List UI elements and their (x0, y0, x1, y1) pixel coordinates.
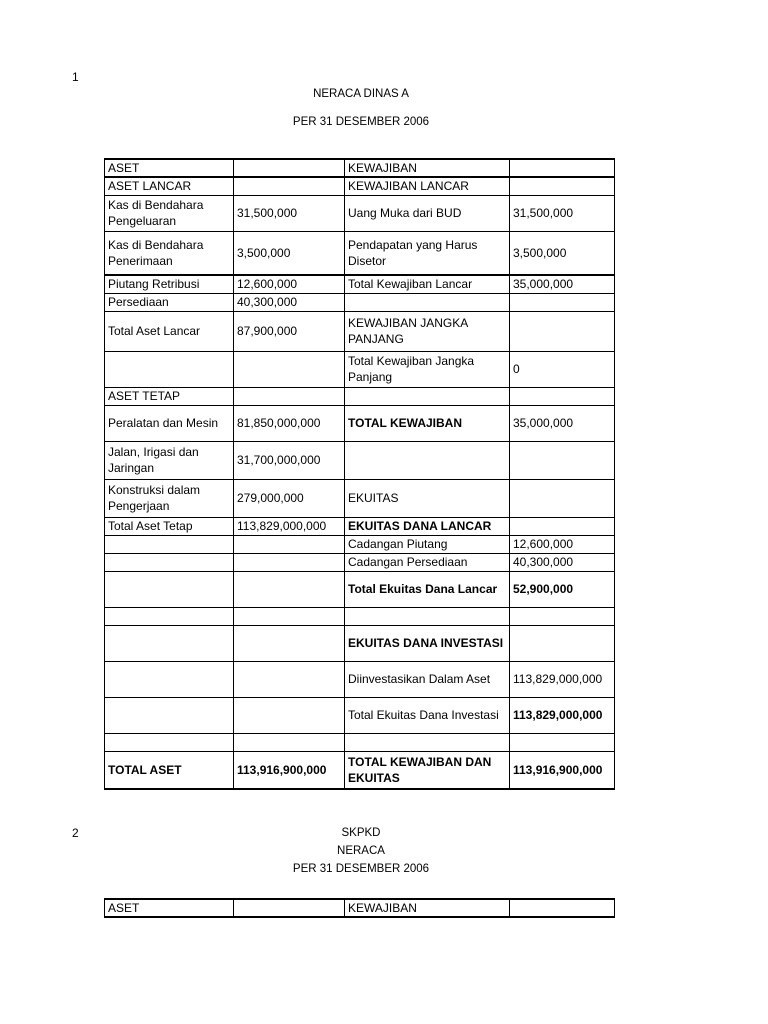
cell-a (105, 733, 234, 751)
table-row (105, 751, 615, 789)
table-row (105, 405, 615, 441)
cell-c: Total Ekuitas Dana Investasi (345, 697, 510, 733)
balance-sheet-entity-2: SKPKD (341, 827, 381, 839)
table-row (105, 517, 615, 535)
cell-b (234, 625, 345, 661)
cell-c: EKUITAS (345, 479, 510, 517)
cell-b: 31,700,000,000 (234, 441, 345, 479)
table-row (105, 571, 615, 607)
cell-c: EKUITAS DANA LANCAR (345, 517, 510, 535)
cell-b: 87,900,000 (234, 311, 345, 351)
table-row (105, 351, 615, 387)
cell-b (234, 553, 345, 571)
cell-d: 31,500,000 (510, 195, 615, 231)
cell-b: 31,500,000 (234, 195, 345, 231)
cell-b (234, 607, 345, 625)
cell-aset-value (234, 899, 345, 917)
cell-a: Piutang Retribusi (105, 275, 234, 293)
cell-a (105, 535, 234, 553)
cell-a (105, 607, 234, 625)
balance-sheet-table-2 (104, 898, 615, 918)
cell-b: 3,500,000 (234, 231, 345, 275)
cell-a: Total Aset Lancar (105, 311, 234, 351)
cell-d: 113,829,000,000 (510, 661, 615, 697)
cell-d: 113,916,900,000 (510, 751, 615, 789)
table-row (105, 661, 615, 697)
cell-d (510, 177, 615, 195)
cell-kewajiban-value (510, 899, 615, 917)
cell-d: 52,900,000 (510, 571, 615, 607)
table-row (105, 275, 615, 293)
cell-c: TOTAL KEWAJIBAN (345, 405, 510, 441)
cell-c (345, 387, 510, 405)
table-row (105, 159, 615, 177)
cell-c (345, 733, 510, 751)
cell-d: 35,000,000 (510, 405, 615, 441)
cell-d (510, 479, 615, 517)
cell-a: ASET LANCAR (105, 177, 234, 195)
table-row (105, 441, 615, 479)
cell-d: 12,600,000 (510, 535, 615, 553)
cell-b (234, 177, 345, 195)
table-row (105, 535, 615, 553)
cell-b (234, 733, 345, 751)
cell-d: 40,300,000 (510, 553, 615, 571)
section-number-2: 2 (72, 826, 79, 840)
cell-c: EKUITAS DANA INVESTASI (345, 625, 510, 661)
table-row (105, 607, 615, 625)
cell-c: TOTAL KEWAJIBAN DAN EKUITAS (345, 751, 510, 789)
table-row (105, 899, 615, 917)
balance-sheet-title-2: NERACA (337, 845, 385, 857)
cell-d: 113,829,000,000 (510, 697, 615, 733)
cell-a: ASET TETAP (105, 387, 234, 405)
cell-a (105, 697, 234, 733)
cell-d (510, 625, 615, 661)
cell-b: 279,000,000 (234, 479, 345, 517)
cell-a: Persediaan (105, 293, 234, 311)
cell-a (105, 661, 234, 697)
cell-c: Diinvestasikan Dalam Aset (345, 661, 510, 697)
cell-b (234, 387, 345, 405)
cell-a (105, 351, 234, 387)
cell-b (234, 661, 345, 697)
cell-a: Kas di Bendahara Pengeluaran (105, 195, 234, 231)
balance-sheet-title-1: NERACA DINAS A (313, 88, 409, 100)
cell-b: 113,916,900,000 (234, 751, 345, 789)
cell-c: Cadangan Persediaan (345, 553, 510, 571)
cell-c: Total Ekuitas Dana Lancar (345, 571, 510, 607)
cell-a (105, 571, 234, 607)
cell-a (105, 553, 234, 571)
table-row (105, 387, 615, 405)
cell-d: 35,000,000 (510, 275, 615, 293)
cell-d (510, 441, 615, 479)
cell-aset-header: ASET (105, 899, 234, 917)
cell-c (345, 607, 510, 625)
balance-sheet-date-2: PER 31 DESEMBER 2006 (292, 863, 430, 875)
cell-c: Cadangan Piutang (345, 535, 510, 553)
table-row (105, 195, 615, 231)
cell-b (234, 159, 345, 177)
cell-b (234, 351, 345, 387)
cell-c: KEWAJIBAN JANGKA PANJANG (345, 311, 510, 351)
cell-d (510, 311, 615, 351)
cell-d (510, 517, 615, 535)
cell-b (234, 571, 345, 607)
section-number-1: 1 (72, 70, 79, 84)
table-row (105, 177, 615, 195)
cell-d: 0 (510, 351, 615, 387)
cell-d (510, 607, 615, 625)
cell-a: ASET (105, 159, 234, 177)
cell-a: TOTAL ASET (105, 751, 234, 789)
cell-a: Total Aset Tetap (105, 517, 234, 535)
cell-c (345, 441, 510, 479)
cell-d (510, 733, 615, 751)
table-row (105, 697, 615, 733)
table-row (105, 625, 615, 661)
cell-c: Uang Muka dari BUD (345, 195, 510, 231)
cell-a: Jalan, Irigasi dan Jaringan (105, 441, 234, 479)
table-row (105, 733, 615, 751)
cell-kewajiban-header: KEWAJIBAN (345, 899, 510, 917)
cell-c: KEWAJIBAN LANCAR (345, 177, 510, 195)
cell-c: Pendapatan yang Harus Disetor (345, 231, 510, 275)
cell-c: Total Kewajiban Jangka Panjang (345, 351, 510, 387)
cell-b: 113,829,000,000 (234, 517, 345, 535)
cell-a: Kas di Bendahara Penerimaan (105, 231, 234, 275)
table-row (105, 553, 615, 571)
cell-b: 40,300,000 (234, 293, 345, 311)
cell-c: KEWAJIBAN (345, 159, 510, 177)
balance-sheet-table-1 (104, 158, 615, 790)
cell-d (510, 387, 615, 405)
table-row (105, 231, 615, 275)
table-row (105, 311, 615, 351)
cell-d (510, 159, 615, 177)
balance-sheet-date-1: PER 31 DESEMBER 2006 (292, 116, 430, 128)
cell-d (510, 293, 615, 311)
cell-c (345, 293, 510, 311)
cell-a: Peralatan dan Mesin (105, 405, 234, 441)
cell-d: 3,500,000 (510, 231, 615, 275)
cell-b (234, 535, 345, 553)
cell-a: Konstruksi dalam Pengerjaan (105, 479, 234, 517)
cell-b: 81,850,000,000 (234, 405, 345, 441)
cell-b: 12,600,000 (234, 275, 345, 293)
table-row (105, 479, 615, 517)
table-row (105, 293, 615, 311)
cell-b (234, 697, 345, 733)
cell-c: Total Kewajiban Lancar (345, 275, 510, 293)
cell-a (105, 625, 234, 661)
